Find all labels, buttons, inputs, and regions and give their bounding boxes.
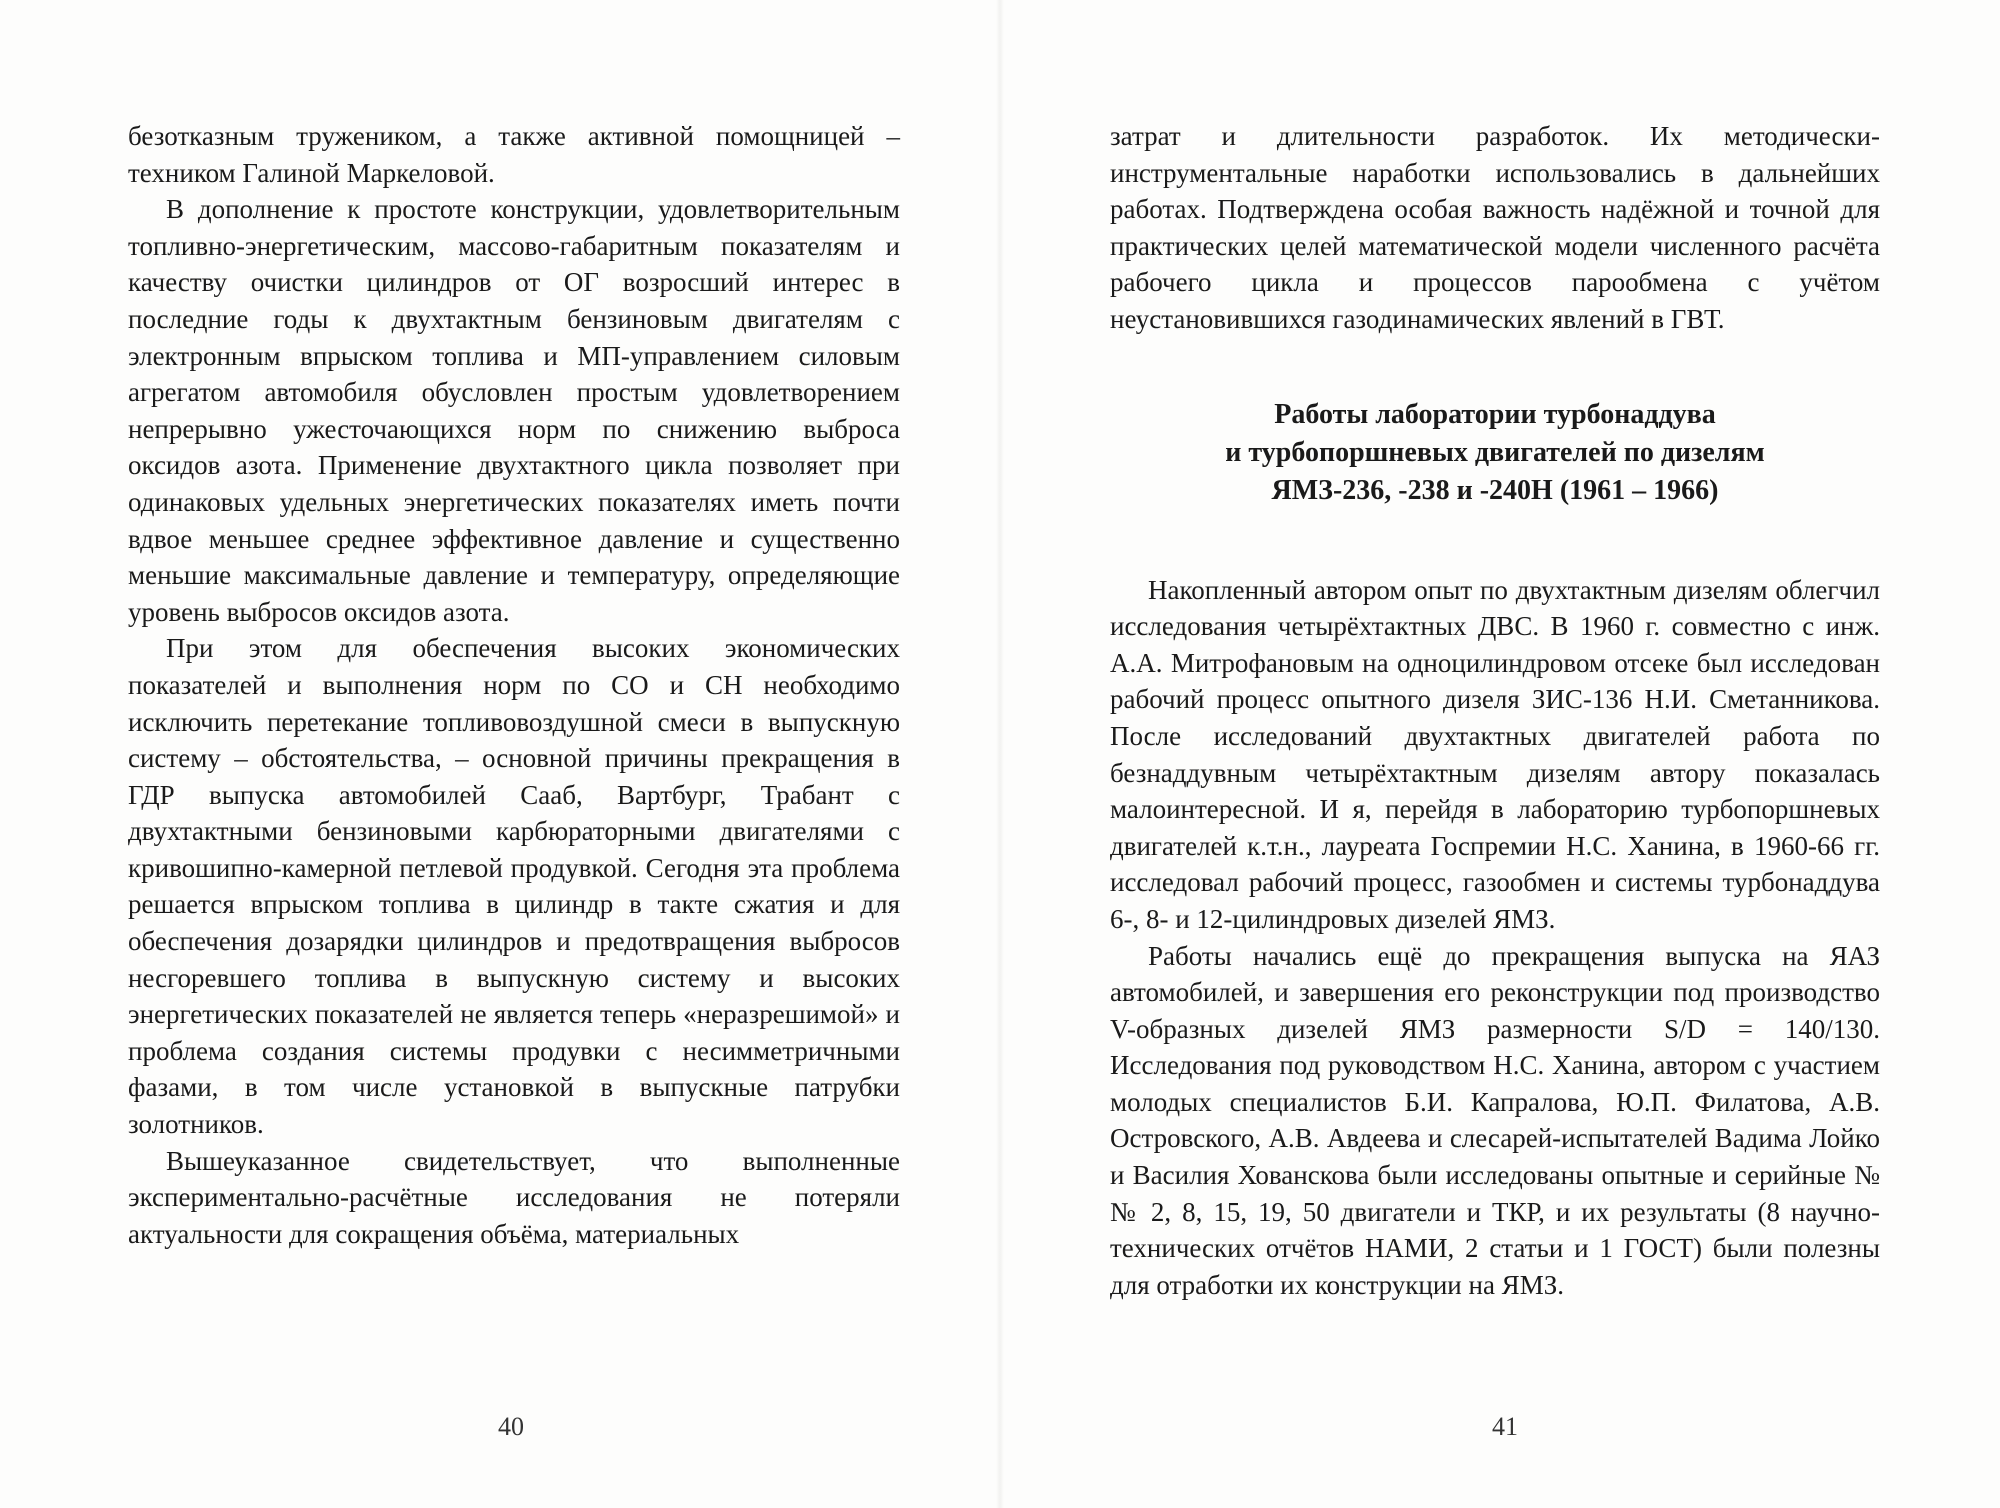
section-heading [1110, 396, 1880, 510]
paragraph: затрат и длительности разработок. Их методически-инструментальные наработки использовались в дальнейших работах. Подтверждена особая важность надёжной и точной для практических целей математической модели численного расчёта рабочего цикла и процессов парообмена с учётом неустановившихся газодинамических явлений в ГВТ. [1110, 121, 1880, 334]
paragraph: безотказным тружеником, а также активной помощницей – техником Галиной Маркеловой. [128, 121, 900, 188]
paragraph: В дополнение к простоте конструкции, удовлетворительным топливно-энергетическим, массово-габаритным показателям и качеству очистки цилиндров от ОГ возросший интерес в последние годы к двухтактным бензиновым двигателям с электронным впрыском топлива и МП-управлением силовым агрегатом автомобиля обусловлен простым удовлетворением непрерывно ужесточающихся норм по снижению выброса оксидов азота. Применение двухтактного цикла позволяет при одинаковых удельных энергетических показателях иметь почти вдвое меньшее среднее эффективное давление и существенно меньшие максимальные давление и температуру, определяющие уровень выбросов оксидов азота. [128, 194, 900, 627]
page-number: 41 [1492, 1412, 1518, 1441]
heading-line: ЯМЗ-236, -238 и -240Н (1961 – 1966) [1271, 474, 1719, 506]
paragraph: При этом для обеспечения высоких экономических показателей и выполнения норм по СО и СН необходимо исключить перетекание топливовоздушной смеси в выпускную систему – обстоятельства, – основной причины прекращения в ГДР выпуска автомобилей Сааб, Вартбург, Трабант с двухтактными бензиновыми карбюраторными двигателями с кривошипно-камерной петлевой продувкой. Сегодня эта проблема решается впрыском топлива в цилиндр в такте сжатия и для обеспечения дозарядки цилиндров и предотвращения выбросов несгоревшего топлива в выпускную систему и высоких энергетических показателей не является теперь «неразрешимой» и проблема создания системы продувки с несимметричными фазами, в том числе установкой в выпускные патрубки золотников. [128, 633, 900, 1140]
right-page [1110, 118, 1880, 1303]
heading-line: Работы лаборатории турбонаддува [1274, 398, 1716, 430]
left-page [128, 118, 900, 1252]
paragraph: Вышеуказанное свидетельствует, что выполненные экспериментально-расчётные исследования не потеряли актуальности для сокращения объёма, материальных [128, 1145, 900, 1249]
page-number: 40 [498, 1412, 524, 1441]
heading-line: и турбопоршневых двигателей по дизелям [1225, 436, 1765, 468]
paragraph: Работы начались ещё до прекращения выпуска на ЯАЗ автомобилей, и завершения его реконструкции под производство V-образных дизелей ЯМЗ размерности S/D = 140/130. Исследования под руководством Н.С. Ханина, автором с участием молодых специалистов Б.И. Капралова, Ю.П. Филатова, А.В. Островского, А.В. Авдеева и слесарей-испытателей Вадима Лойко и Василия Хованскова были исследованы опытные и серийные №№ 2, 8, 15, 19, 50 двигатели и ТКР, и их результаты (8 научно-технических отчётов НАМИ, 2 статьи и 1 ГОСТ) были полезны для отработки их конструкции на ЯМЗ. [1110, 940, 1880, 1300]
paragraph: Накопленный автором опыт по двухтактным дизелям облегчил исследования четырёхтактных ДВС. В 1960 г. совместно с инж. А.А. Митрофановым на одноцилиндровом отсеке был исследован рабочий процесс опытного дизеля ЗИС-136 Н.И. Сметанникова. После исследований двухтактных двигателей работа по безнаддувным четырёхтактным дизелям автору показалась малоинтересной. И я, перейдя в лабораторию турбопоршневых двигателей к.т.н., лауреата Госпремии Н.С. Ханина, в 1960-66 гг. исследовал рабочий процесс, газообмен и системы турбонаддува 6-, 8- и 12-цилиндровых дизелей ЯМЗ. [1110, 574, 1880, 934]
book-gutter [996, 0, 1004, 1508]
